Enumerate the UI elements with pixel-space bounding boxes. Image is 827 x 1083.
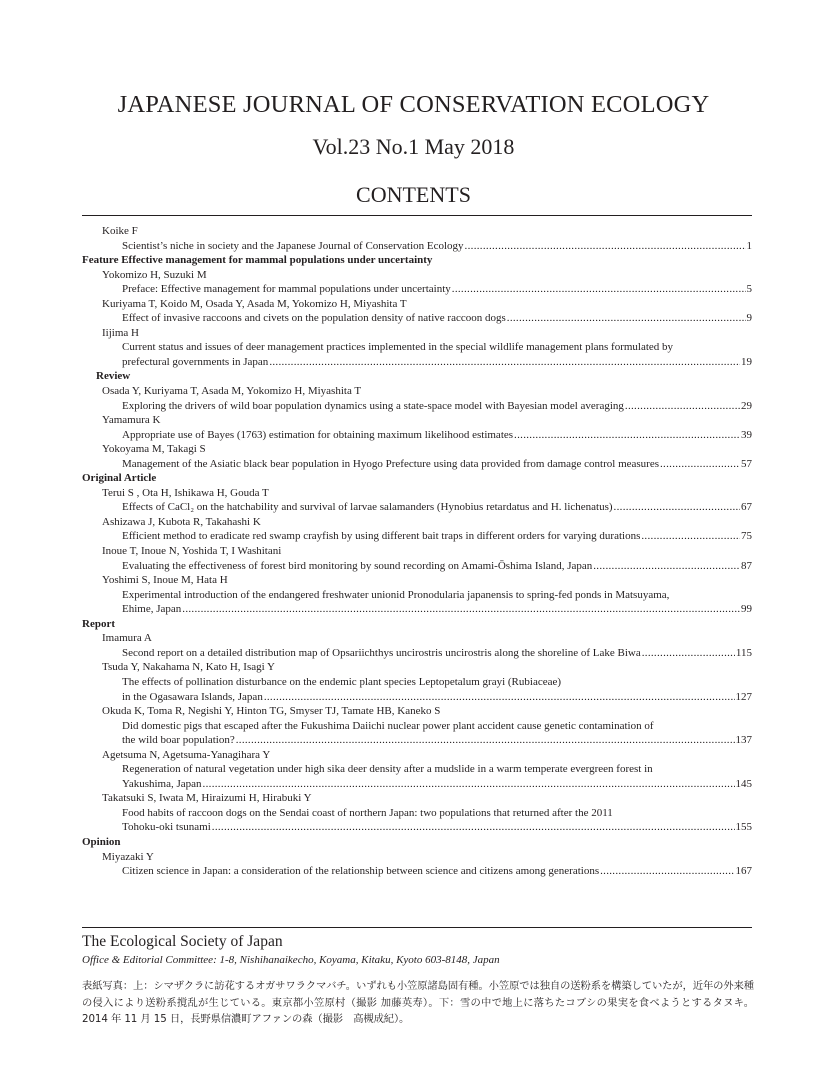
- dot-leader: [269, 355, 740, 370]
- article-title-row: [82, 820, 752, 835]
- article-authors: Yamamura K: [102, 414, 161, 427]
- article-title-row: [82, 355, 752, 370]
- article-title-line: Experimental introduction of the endangered freshwater unionid Pronodularia japanensis to spring-fed ponds in Matsuyama,: [122, 588, 670, 601]
- article-title-row: [82, 646, 752, 661]
- article-title-row: [82, 602, 752, 617]
- bottom-divider: [82, 927, 752, 928]
- page-number: 75: [741, 530, 752, 543]
- article-title-row: [82, 311, 752, 326]
- article-title-line: Current status and issues of deer management practices implemented in the special wildlife management plans formulated by: [122, 341, 674, 354]
- article-title-row: [82, 457, 752, 472]
- article-title: Effect of invasive raccoons and civets on the population density of native raccoon dogs: [122, 312, 506, 325]
- dot-leader: [641, 529, 740, 544]
- article-title: Ehime, Japan: [122, 603, 182, 616]
- top-divider: [82, 215, 752, 216]
- page-number: 19: [741, 355, 752, 368]
- article-title-line: Food habits of raccoon dogs on the Sendai coast of northern Japan: two populations that returned after the 2011: [122, 806, 613, 819]
- article-title: Second report on a detailed distribution map of Opsariichthys uncirostris uncirostris along the shoreline of Lake Biwa: [122, 646, 641, 659]
- page-number: 145: [735, 777, 752, 790]
- page-number: 57: [741, 457, 752, 470]
- section-heading: Feature Effective management for mammal populations under uncertainty: [82, 254, 433, 267]
- page-number: 29: [741, 399, 752, 412]
- article-title-row: [82, 777, 752, 792]
- section-heading: Original Article: [82, 472, 157, 485]
- dot-leader: [452, 282, 746, 297]
- article-title: Management of the Asiatic black bear population in Hyogo Prefecture using data provided from damage control measures: [122, 457, 659, 470]
- volume-issue: Vol.23 No.1 May 2018: [312, 134, 515, 159]
- article-authors: Terui S , Ota H, Ishikawa H, Gouda T: [102, 486, 269, 499]
- dot-leader: [642, 646, 735, 661]
- article-title: Evaluating the effectiveness of forest bird monitoring by sound recording on Amami-Ōshima Island, Japan: [122, 559, 593, 572]
- article-authors: Okuda K, Toma R, Negishi Y, Hinton TG, Smyser TJ, Tamate HB, Kaneko S: [102, 705, 441, 718]
- dot-leader: [465, 239, 746, 254]
- dot-leader: [203, 777, 735, 792]
- article-authors: Miyazaki Y: [102, 850, 154, 863]
- article-title-row: [82, 529, 752, 544]
- article-title: Efficient method to eradicate red swamp crayfish by using different bait traps in different orders for varying durations: [122, 530, 641, 543]
- contents-heading: CONTENTS: [356, 182, 471, 207]
- article-authors: Tsuda Y, Nakahama N, Kato H, Isagi Y: [102, 661, 275, 674]
- article-authors: Takatsuki S, Iwata M, Hiraizumi H, Hirabuki Y: [102, 792, 312, 805]
- article-title-row: [82, 399, 752, 414]
- article-title-row: [82, 864, 752, 879]
- article-authors: Imamura A: [102, 632, 152, 645]
- dot-leader: [264, 690, 735, 705]
- page-number: 127: [735, 690, 752, 703]
- dot-leader: [593, 559, 740, 574]
- article-title: in the Ogasawara Islands, Japan: [122, 690, 263, 703]
- dot-leader: [600, 864, 734, 879]
- article-authors: Yoshimi S, Inoue M, Hata H: [102, 574, 228, 587]
- article-authors: Yokomizo H, Suzuki M: [102, 268, 207, 281]
- page-number: 155: [735, 821, 752, 834]
- article-authors: Osada Y, Kuriyama T, Asada M, Yokomizo H, Miyashita T: [102, 385, 362, 398]
- article-title: Effects of CaCl₂ on the hatchability and survival of larvae salamanders (Hynobius retardatus and H. lichenatus): [122, 501, 613, 514]
- page-number: 137: [735, 734, 752, 747]
- article-title-row: [82, 282, 752, 297]
- article-authors: Kuriyama T, Koido M, Osada Y, Asada M, Yokomizo H, Miyashita T: [102, 297, 407, 310]
- section-heading: Opinion: [82, 835, 121, 848]
- article-authors: Iijima H: [102, 326, 139, 339]
- dot-leader: [182, 602, 740, 617]
- page-number: 115: [735, 646, 752, 659]
- article-authors: Agetsuma N, Agetsuma-Yanagihara Y: [102, 748, 271, 761]
- dot-leader: [507, 311, 746, 326]
- article-title-line: Regeneration of natural vegetation under high sika deer density after a mudslide in a warm temperate evergreen forest in: [122, 763, 653, 776]
- page-number: 39: [741, 428, 752, 441]
- article-title: prefectural governments in Japan: [122, 355, 269, 368]
- office-address: Office & Editorial Committee: 1-8, Nishihanaikecho, Koyama, Kitaku, Kyoto 603-8148, Japan: [82, 954, 500, 966]
- cover-photo-caption: 表紙写真：上：シマザクラに訪花するオガサワラクマバチ。いずれも小笠原諸島固有種。小笠原では独自の送粉系を構築していたが，近年の外来種の侵入により送粉系撹乱が生じている。東京都小笠原村（撮影 加藤英寿）。下：雪の中で地上に落ちたコブシの果実を食べようとするタヌキ。2014 年 11 月 15 日，長野県信濃町アファンの森（撮影 高槻成紀）。: [82, 980, 754, 1026]
- article-authors: Koike F: [102, 225, 138, 237]
- article-title: Preface: Effective management for mammal populations under uncertainty: [122, 283, 451, 296]
- article-title: Scientist’s niche in society and the Japanese Journal of Conservation Ecology: [122, 239, 464, 252]
- article-title: Tohoku-oki tsunami: [122, 821, 211, 834]
- article-authors: Ashizawa J, Kubota R, Takahashi K: [102, 515, 261, 528]
- page-number: 1: [746, 239, 752, 252]
- article-title-row: [82, 559, 752, 574]
- page-number: 99: [741, 603, 752, 616]
- article-title: Citizen science in Japan: a consideration of the relationship between science and citizens among generations: [122, 865, 600, 878]
- page-number: 67: [741, 501, 752, 514]
- article-authors: Yokoyama M, Takagi S: [102, 443, 206, 456]
- table-of-contents: [82, 224, 752, 879]
- dot-leader: [614, 500, 740, 515]
- dot-leader: [660, 457, 740, 472]
- article-title: the wild boar population?: [122, 734, 235, 747]
- article-title-row: [82, 733, 752, 748]
- society-name: The Ecological Society of Japan: [82, 933, 283, 950]
- article-authors: Inoue T, Inoue N, Yoshida T, I Washitani: [102, 545, 282, 558]
- dot-leader: [625, 399, 740, 414]
- section-heading: Report: [82, 617, 115, 630]
- article-title: Appropriate use of Bayes (1763) estimation for obtaining maximum likelihood estimates: [122, 428, 514, 441]
- article-title: Exploring the drivers of wild boar population dynamics using a state-space model with Bayesian model averaging: [122, 399, 624, 412]
- page-number: 9: [746, 312, 752, 325]
- dot-leader: [236, 733, 735, 748]
- article-title-row: [82, 428, 752, 443]
- dot-leader: [212, 820, 735, 835]
- article-title-line: Did domestic pigs that escaped after the Fukushima Daiichi nuclear power plant accident cause genetic contamination of: [122, 719, 654, 732]
- section-heading: Review: [96, 370, 131, 383]
- page-number: 87: [741, 559, 752, 572]
- page-number: 167: [735, 865, 752, 878]
- article-title-row: [82, 690, 752, 705]
- footer: [82, 932, 762, 967]
- dot-leader: [514, 428, 740, 443]
- article-title-line: The effects of pollination disturbance on the endemic plant species Leptopetalum grayi (Rubiaceae): [122, 675, 562, 688]
- page-number: 5: [746, 283, 752, 296]
- article-title-row: [82, 239, 752, 254]
- journal-title: JAPANESE JOURNAL OF CONSERVATION ECOLOGY: [117, 91, 710, 118]
- article-title-row: [82, 500, 752, 515]
- article-title: Yakushima, Japan: [122, 777, 202, 790]
